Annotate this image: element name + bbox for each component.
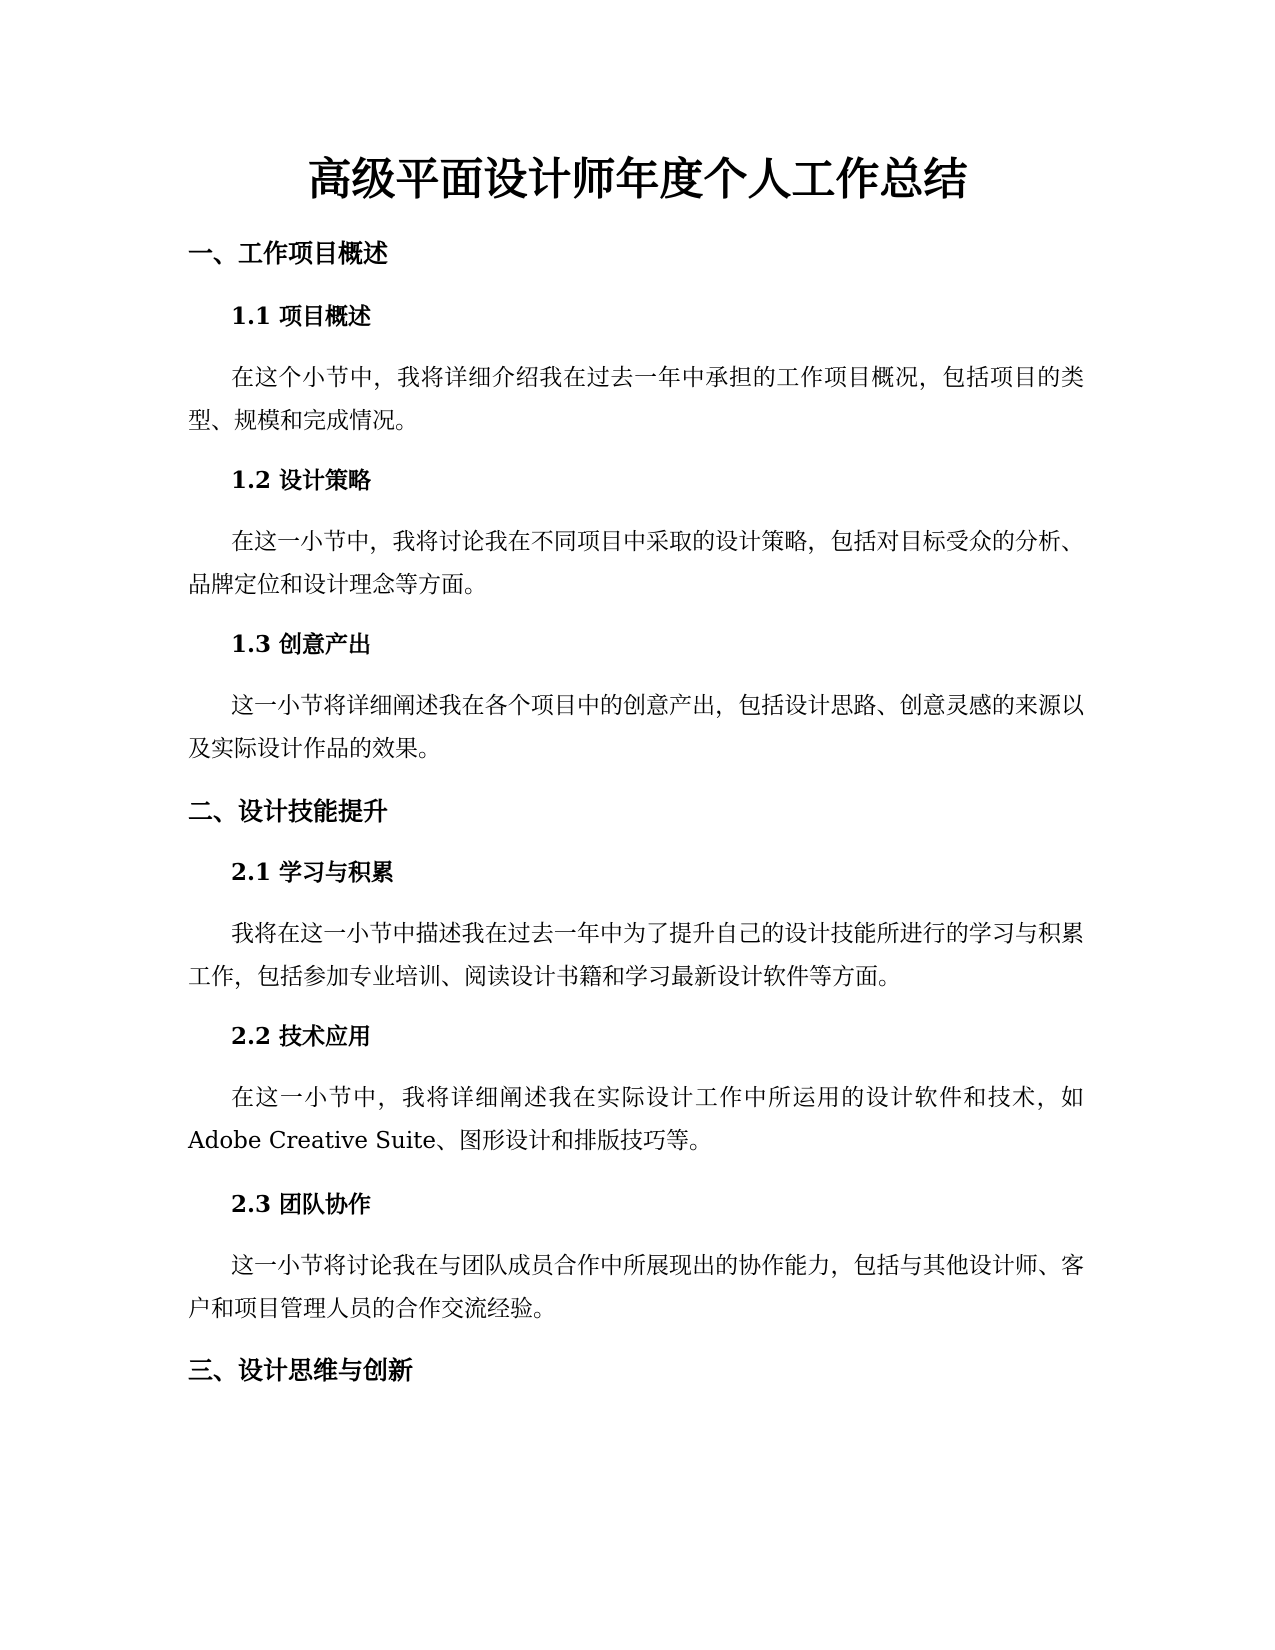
paragraph-1-3: 这一小节将详细阐述我在各个项目中的创意产出，包括设计思路、创意灵感的来源以及实际设计作品的效果。 [188, 693, 1084, 762]
section-heading-1: 一、工作项目概述 [188, 239, 389, 268]
paragraph-2-2: 在这一小节中，我将详细阐述我在实际设计工作中所运用的设计软件和技术，如Adobe Creative Suite、图形设计和排版技巧等。 [188, 1085, 1084, 1154]
section-heading-2: 二、设计技能提升 [188, 797, 389, 826]
subsection-heading-1-1: 1.1 项目概述 [231, 303, 372, 330]
subsection-heading-1-3: 1.3 创意产出 [231, 631, 372, 658]
document-title: 高级平面设计师年度个人工作总结 [307, 154, 968, 205]
subsection-heading-2-3: 2.3 团队协作 [231, 1191, 372, 1218]
subsection-heading-1-2: 1.2 设计策略 [231, 467, 372, 494]
paragraph-1-2: 在这一小节中，我将讨论我在不同项目中采取的设计策略，包括对目标受众的分析、品牌定位和设计理念等方面。 [188, 529, 1084, 598]
paragraph-1-1: 在这个小节中，我将详细介绍我在过去一年中承担的工作项目概况，包括项目的类型、规模和完成情况。 [188, 365, 1084, 434]
section-heading-3: 三、设计思维与创新 [188, 1356, 414, 1385]
paragraph-2-1: 我将在这一小节中描述我在过去一年中为了提升自己的设计技能所进行的学习与积累工作，包括参加专业培训、阅读设计书籍和学习最新设计软件等方面。 [188, 921, 1084, 990]
subsection-heading-2-1: 2.1 学习与积累 [231, 859, 395, 886]
paragraph-2-3: 这一小节将讨论我在与团队成员合作中所展现出的协作能力，包括与其他设计师、客户和项目管理人员的合作交流经验。 [188, 1253, 1084, 1322]
subsection-heading-2-2: 2.2 技术应用 [231, 1023, 372, 1050]
